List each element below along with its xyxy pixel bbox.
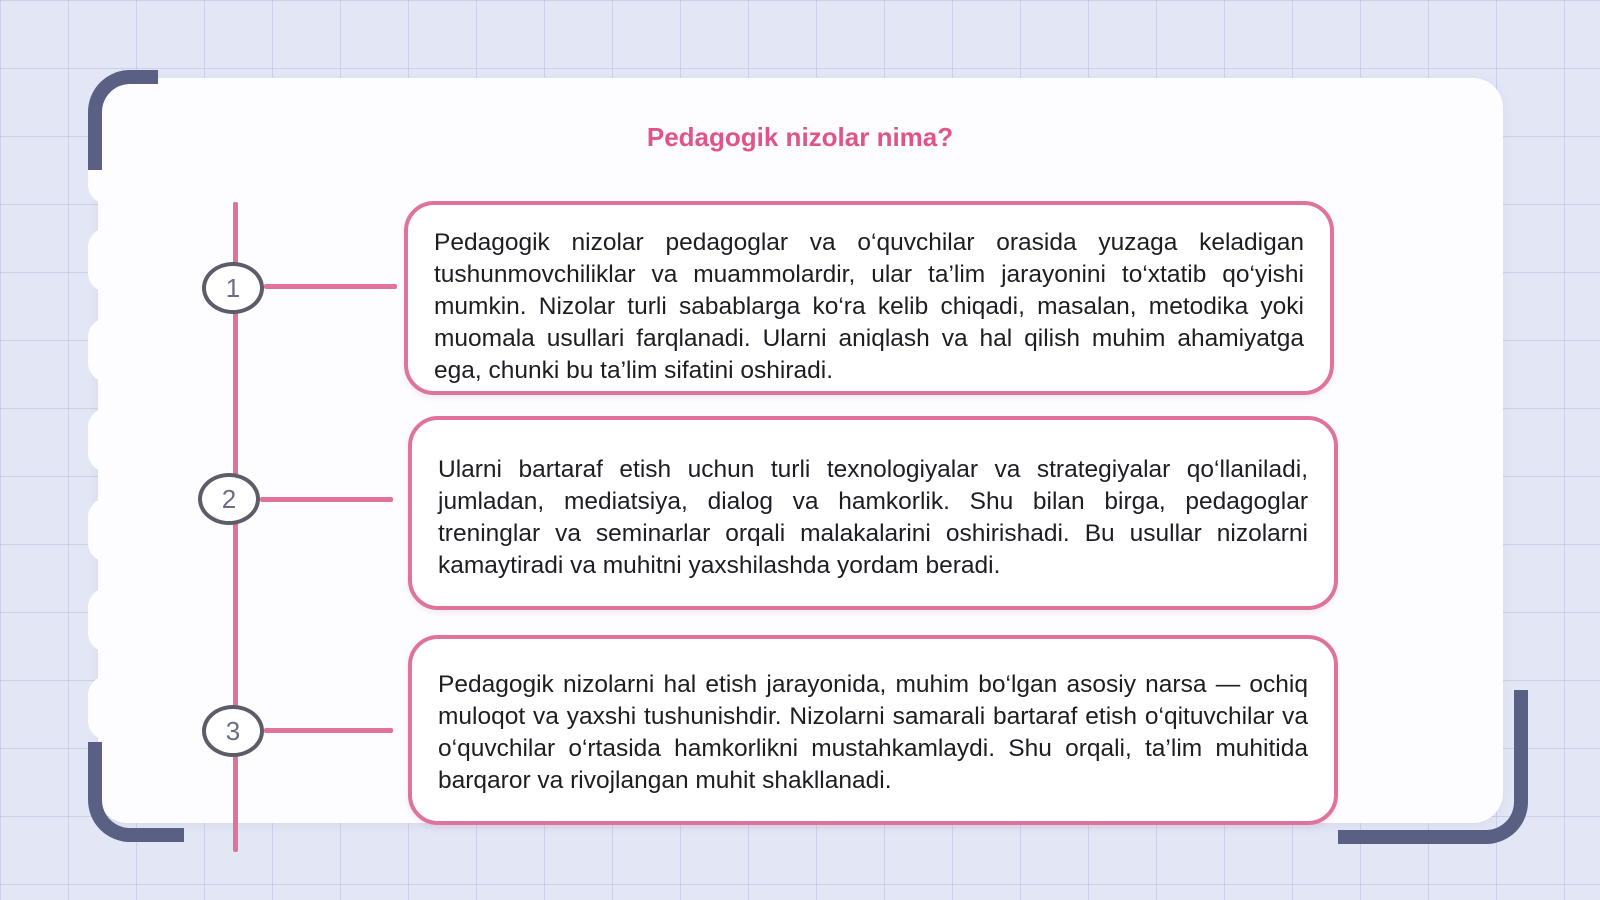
content-box-3 — [408, 635, 1338, 825]
content-box-1 — [404, 201, 1334, 395]
corner-bracket-bottom-right — [1338, 690, 1528, 844]
timeline-node-1: 1 — [202, 262, 264, 314]
paper-scallop — [88, 318, 126, 382]
timeline-connector-2 — [260, 497, 393, 502]
paper-scallop — [88, 228, 126, 292]
content-text-2: Ularni bartaraf etish uchun turli texnologiyalar va strategiyalar qo‘llaniladi, jumladan, mediatsiya, dialog va hamkorlik. Shu bilan birga, pedagoglar treninglar va seminarlar orqali malakalarini oshirishadi. Bu usullar nizolarni kamaytiradi va muhitni yaxshilashda yordam beradi. — [438, 456, 1308, 579]
timeline-connector-1 — [264, 284, 397, 289]
content-box-2 — [408, 416, 1338, 610]
paper-scallop — [88, 676, 126, 740]
content-text-3: Pedagogik nizolarni hal etish jarayonida, muhim bo‘lgan asosiy narsa — ochiq muloqot va yaxshi tushunishdir. Nizolarni samarali bartaraf etish o‘qituvchilar va o‘quvchilar o‘rtasida hamkorlikni mustahkamlaydi. Shu orqali, ta’lim muhitida barqaror va rivojlangan muhit shakllanadi. — [438, 671, 1308, 794]
slide-title: Pedagogik nizolar nima? — [646, 122, 954, 152]
content-text-1: Pedagogik nizolar pedagoglar va o‘quvchilar orasida yuzaga keladigan tushunmovchiliklar va muammolardir, ular ta’lim jarayonini to‘xtatib qo‘yishi mumkin. Nizolar turli sabablarga ko‘ra kelib chiqadi, masalan, metodika yoki muomala usullari farqlanadi. Ularni aniqlash va hal qilish muhim ahamiyatga ega, chunki bu ta’lim sifatini oshiradi. — [434, 229, 1304, 384]
paper-scallop — [88, 408, 126, 472]
corner-bracket-bottom-left — [88, 742, 184, 842]
paper-scallop — [88, 498, 126, 562]
corner-bracket-top-left — [88, 70, 158, 170]
timeline-node-3: 3 — [202, 705, 264, 757]
timeline-node-2: 2 — [198, 473, 260, 525]
timeline-connector-3 — [264, 728, 393, 733]
paper-scallop — [88, 588, 126, 652]
